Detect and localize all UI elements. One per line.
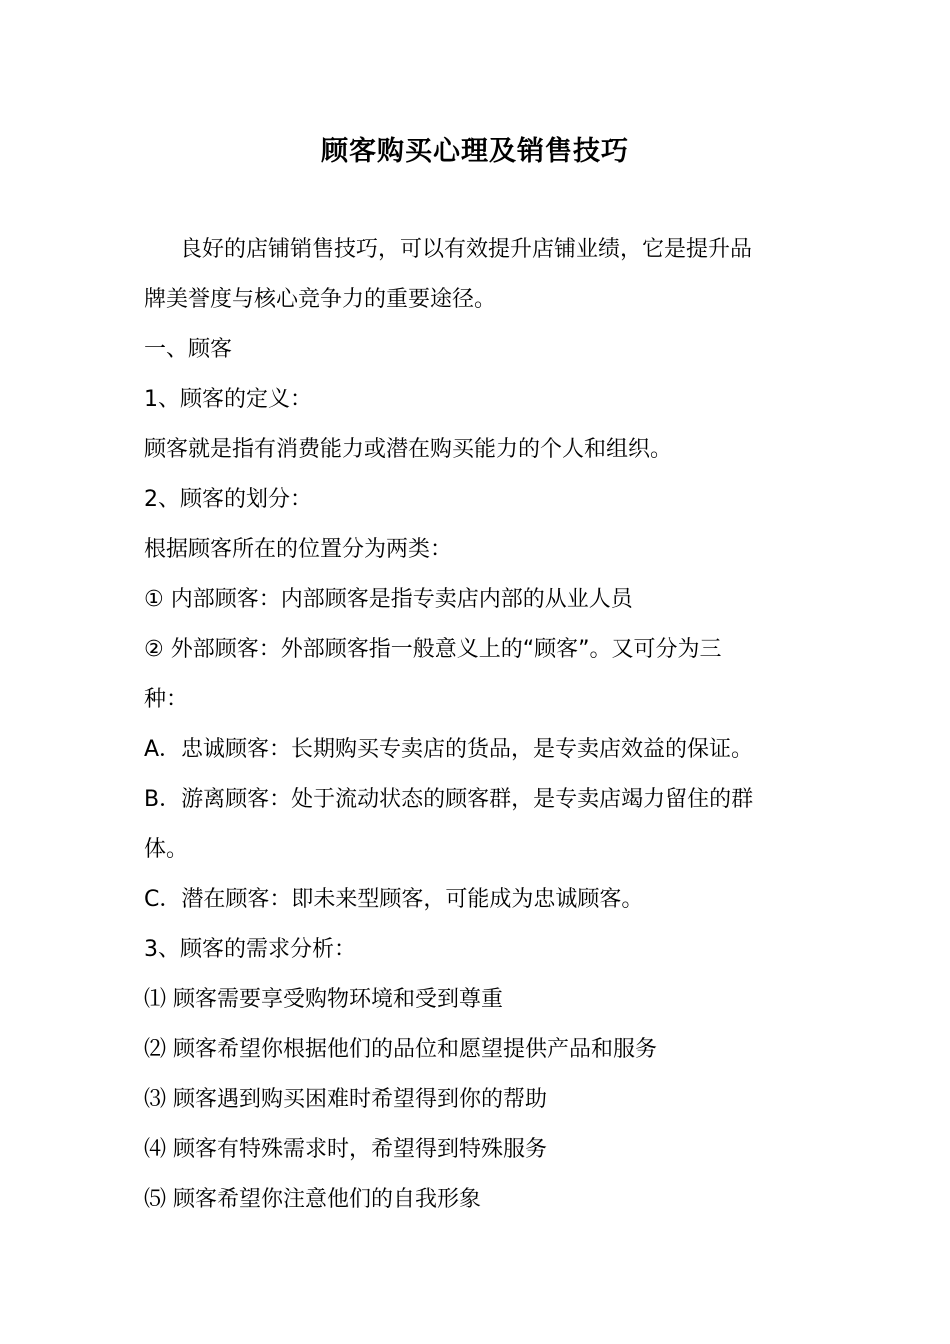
document-title: 顾客购买心理及销售技巧: [321, 136, 629, 167]
paragraph-line: 顾客就是指有消费能力或潜在购买能力的个人和组织。: [144, 437, 673, 462]
paragraph-line: 良好的店铺销售技巧，可以有效提升店铺业绩，它是提升品: [180, 237, 753, 262]
list-item-continuation: 体。: [144, 837, 189, 862]
list-item: ⑴ 顾客需要享受购物环境和受到尊重: [144, 987, 503, 1012]
list-item: B．游离顾客：处于流动状态的顾客群，是专卖店竭力留住的群: [144, 787, 754, 812]
subsection-heading: 2、顾客的划分：: [144, 487, 312, 512]
subsection-heading: 3、顾客的需求分析：: [144, 937, 356, 962]
list-item: ② 外部顾客：外部顾客指一般意义上的“顾客”。又可分为三: [144, 637, 722, 662]
paragraph-line: 牌美誉度与核心竞争力的重要途径。: [144, 287, 497, 312]
list-item: A．忠诚顾客：长期购买专卖店的货品，是专卖店效益的保证。: [144, 737, 754, 762]
list-item: ⑵ 顾客希望你根据他们的品位和愿望提供产品和服务: [144, 1037, 657, 1062]
paragraph-line: 根据顾客所在的位置分为两类：: [144, 537, 453, 562]
list-item-continuation: 种：: [144, 687, 189, 712]
list-item: ⑸ 顾客希望你注意他们的自我形象: [144, 1187, 481, 1212]
list-item: C．潜在顾客：即未来型顾客，可能成为忠诚顾客。: [144, 887, 644, 912]
subsection-heading: 1、顾客的定义：: [144, 387, 312, 412]
section-heading: 一、顾客: [144, 337, 233, 362]
list-item: ⑶ 顾客遇到购买困难时希望得到你的帮助: [144, 1087, 547, 1112]
list-item: ⑷ 顾客有特殊需求时，希望得到特殊服务: [144, 1137, 547, 1162]
document-body: [144, 225, 809, 1225]
list-item: ① 内部顾客：内部顾客是指专卖店内部的从业人员: [144, 587, 633, 612]
